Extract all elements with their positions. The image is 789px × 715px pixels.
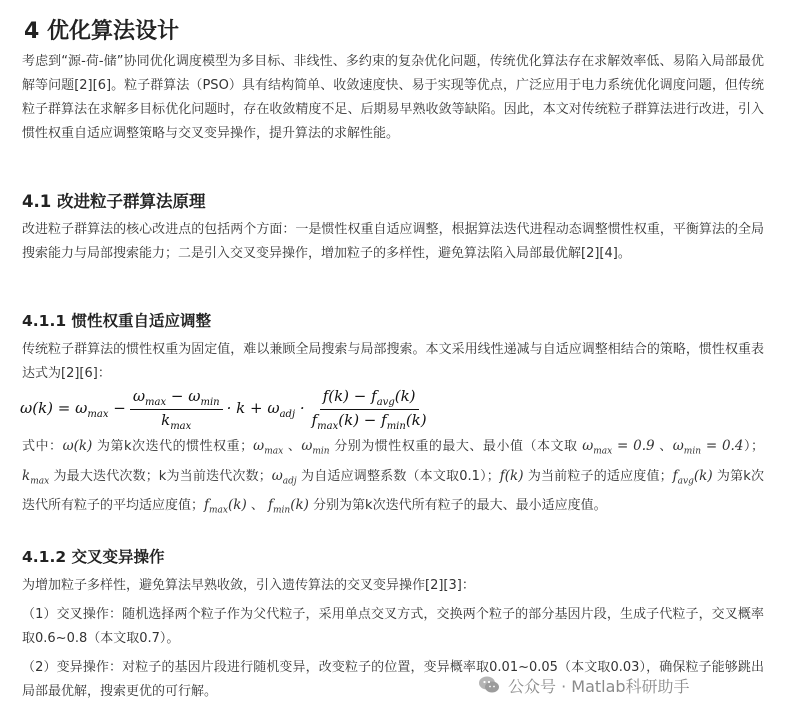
formula-fraction-1: $\frac{\omega_{max} - \omega_{min}}{k_{max}}$ xyxy=(130,387,223,432)
inertia-weight-formula xyxy=(20,386,480,432)
subsection-title-4-1: 4.1 改进粒子群算法原理 xyxy=(22,192,206,211)
formula-fraction-2: $\frac{f(k) - f_{avg}(k)}{f_{max}(k) - f_{min}(k)}$ xyxy=(311,386,427,432)
watermark-text: 公众号 · Matlab科研助手 xyxy=(508,676,690,696)
formula-explanation: 式中：ω(k) 为第k次迭代的惯性权重；$\omega_{max}$ 、$\omega_{min}$ 分别为惯性权重的最大、最小值（本文取 $\omega_{max} = 0.9$ 、$\omega_{min} = 0.4$）；$k_{max}$ 为最大迭代次数；k为当前迭代次数；$\omega_{adj}$ 为自适应调整系数（本文取0.1）；f(k) 为当前粒子的适应度值；$f_{avg}(k)$ 为第k次迭代所有粒子的平均适应度值；$f_{max}(k)$ 、 $f_{min}(k)$ 分别为第k次迭代所有粒子的最大、最小适应度值。 xyxy=(22,438,764,517)
watermark xyxy=(478,670,778,700)
subsection-title-4-1-1: 4.1.1 惯性权重自适应调整 xyxy=(22,312,212,330)
formula-lhs: $\omega(k) = \omega_{max}$ − xyxy=(20,398,126,420)
paragraph-4-1: 改进粒子群算法的核心改进点的包括两个方面：一是惯性权重自适应调整，根据算法迭代进程动态调整惯性权重，平衡算法的全局搜索能力与局部搜索能力；二是引入交叉变异操作，增加粒子的多样性，避免算法陷入局部最优解[2][4]。 xyxy=(22,222,764,261)
formula-mid: · $k + \omega_{adj}$ · xyxy=(226,398,305,420)
paragraph-4-1-1: 传统粒子群算法的惯性权重为固定值，难以兼顾全局搜索与局部搜索。本文采用线性递减与自适应调整相结合的策略，惯性权重表达式为[2][6]： xyxy=(22,342,764,381)
intro-paragraph: 考虑到“源-荷-储”协同优化调度模型为多目标、非线性、多约束的复杂优化问题，传统优化算法存在求解效率低、易陷入局部最优解等问题[2][6]。粒子群算法（PSO）具有结构简单、收敛速度快、易于实现等优点，广泛应用于电力系统优化调度问题，但传统粒子群算法在求解多目标优化问题时，存在收敛精度不足、后期易早熟收敛等缺陷。因此，本文对传统粒子群算法进行改进，引入惯性权重自适应调整策略与交叉变异操作，提升算法的求解性能。 xyxy=(22,54,764,141)
subsection-title-4-1-2: 4.1.2 交叉变异操作 xyxy=(22,548,165,566)
wechat-icon xyxy=(478,674,500,696)
list-item-mutation: （2）变异操作：对粒子的基因片段进行随机变异，改变粒子的位置，变异概率取0.01~0.05（本文取0.03），确保粒子能够跳出局部最优解，搜索更优的可行解。 xyxy=(22,660,764,699)
paragraph-4-1-2: 为增加粒子多样性，避免算法早熟收敛，引入遗传算法的交叉变异操作[2][3]： xyxy=(22,578,475,593)
list-item-crossover: （1）交叉操作：随机选择两个粒子作为父代粒子，采用单点交叉方式，交换两个粒子的部分基因片段，生成子代粒子，交叉概率取0.6~0.8（本文取0.7）。 xyxy=(22,607,764,646)
section-title: 4 优化算法设计 xyxy=(24,19,179,44)
